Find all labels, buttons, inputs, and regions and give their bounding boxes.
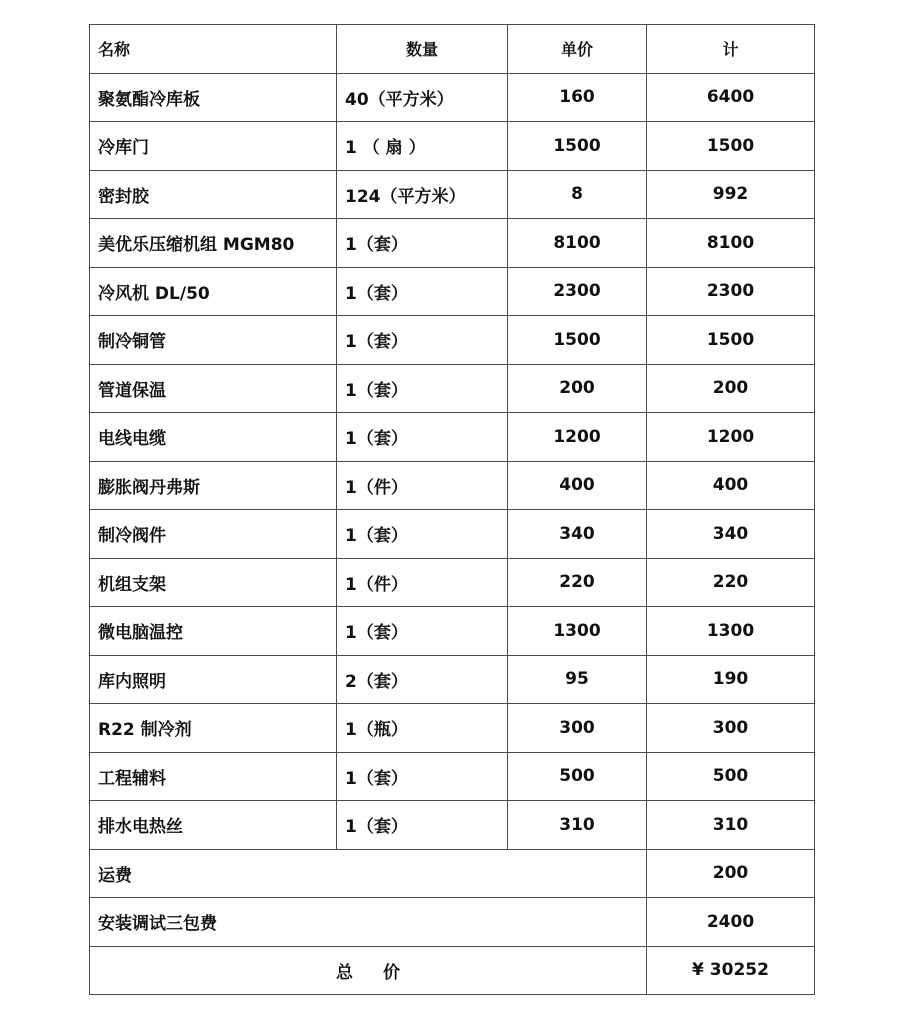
price-table [89, 24, 815, 995]
item-total: 340 [647, 510, 815, 559]
grand-total-row [90, 946, 815, 995]
item-quantity: 1（套） [337, 267, 508, 316]
table-row [90, 752, 815, 801]
fee-total: 2400 [647, 898, 815, 947]
item-quantity: 1（套） [337, 801, 508, 850]
quotation-sheet [89, 24, 814, 995]
item-quantity: 1（套） [337, 364, 508, 413]
item-name: 美优乐压缩机组 MGM80 [90, 219, 337, 268]
header-total: 计 [647, 25, 815, 74]
grand-total-label-part1: 总 [336, 962, 353, 983]
item-total: 1500 [647, 122, 815, 171]
item-total: 1300 [647, 607, 815, 656]
item-total: 400 [647, 461, 815, 510]
item-unit-price: 310 [508, 801, 647, 850]
header-quantity: 数量 [337, 25, 508, 74]
table-row [90, 364, 815, 413]
item-name: 密封胶 [90, 170, 337, 219]
table-row [90, 122, 815, 171]
item-quantity: 40（平方米） [337, 73, 508, 122]
fee-row [90, 849, 815, 898]
table-row [90, 461, 815, 510]
grand-total-value: ¥ 30252 [647, 946, 815, 995]
item-unit-price: 300 [508, 704, 647, 753]
item-total: 6400 [647, 73, 815, 122]
item-total: 300 [647, 704, 815, 753]
item-quantity: 124（平方米） [337, 170, 508, 219]
grand-total-label [90, 946, 647, 995]
item-name: 工程辅料 [90, 752, 337, 801]
item-name: 排水电热丝 [90, 801, 337, 850]
item-total: 1500 [647, 316, 815, 365]
table-row [90, 219, 815, 268]
item-total: 190 [647, 655, 815, 704]
item-quantity: 1（套） [337, 752, 508, 801]
item-unit-price: 500 [508, 752, 647, 801]
item-total: 500 [647, 752, 815, 801]
item-quantity: 1（套） [337, 607, 508, 656]
item-quantity: 1（瓶） [337, 704, 508, 753]
item-quantity: 1（件） [337, 558, 508, 607]
price-table-body [90, 25, 815, 995]
table-row [90, 73, 815, 122]
table-row [90, 655, 815, 704]
header-name: 名称 [90, 25, 337, 74]
item-unit-price: 220 [508, 558, 647, 607]
item-quantity: 2（套） [337, 655, 508, 704]
item-unit-price: 1500 [508, 122, 647, 171]
item-total: 220 [647, 558, 815, 607]
item-quantity: 1（套） [337, 413, 508, 462]
item-unit-price: 8 [508, 170, 647, 219]
item-name: 机组支架 [90, 558, 337, 607]
table-row [90, 704, 815, 753]
item-name: 管道保温 [90, 364, 337, 413]
item-quantity: 1（套） [337, 316, 508, 365]
item-name: 冷风机 DL/50 [90, 267, 337, 316]
item-name: 微电脑温控 [90, 607, 337, 656]
fee-name: 运费 [90, 849, 647, 898]
item-name: 膨胀阀丹弗斯 [90, 461, 337, 510]
item-total: 992 [647, 170, 815, 219]
item-total: 1200 [647, 413, 815, 462]
item-total: 310 [647, 801, 815, 850]
item-quantity: 1（件） [337, 461, 508, 510]
item-unit-price: 1500 [508, 316, 647, 365]
grand-total-label-part2: 价 [383, 962, 400, 983]
table-row [90, 316, 815, 365]
item-quantity: 1（套） [337, 219, 508, 268]
table-row [90, 801, 815, 850]
item-unit-price: 200 [508, 364, 647, 413]
header-row [90, 25, 815, 74]
item-quantity: 1（套） [337, 510, 508, 559]
item-unit-price: 8100 [508, 219, 647, 268]
item-unit-price: 400 [508, 461, 647, 510]
table-row [90, 267, 815, 316]
fee-row [90, 898, 815, 947]
table-row [90, 607, 815, 656]
fee-name: 安装调试三包费 [90, 898, 647, 947]
table-row [90, 510, 815, 559]
item-name: 制冷铜管 [90, 316, 337, 365]
fee-total: 200 [647, 849, 815, 898]
item-name: 库内照明 [90, 655, 337, 704]
item-total: 2300 [647, 267, 815, 316]
header-unit-price: 单价 [508, 25, 647, 74]
table-row [90, 170, 815, 219]
item-name: 制冷阀件 [90, 510, 337, 559]
item-unit-price: 2300 [508, 267, 647, 316]
item-unit-price: 160 [508, 73, 647, 122]
table-row [90, 558, 815, 607]
item-name: 聚氨酯冷库板 [90, 73, 337, 122]
item-unit-price: 340 [508, 510, 647, 559]
item-unit-price: 95 [508, 655, 647, 704]
item-unit-price: 1300 [508, 607, 647, 656]
item-total: 200 [647, 364, 815, 413]
item-unit-price: 1200 [508, 413, 647, 462]
item-name: R22 制冷剂 [90, 704, 337, 753]
item-name: 电线电缆 [90, 413, 337, 462]
item-name: 冷库门 [90, 122, 337, 171]
item-total: 8100 [647, 219, 815, 268]
table-row [90, 413, 815, 462]
item-quantity: 1 （ 扇 ） [337, 122, 508, 171]
